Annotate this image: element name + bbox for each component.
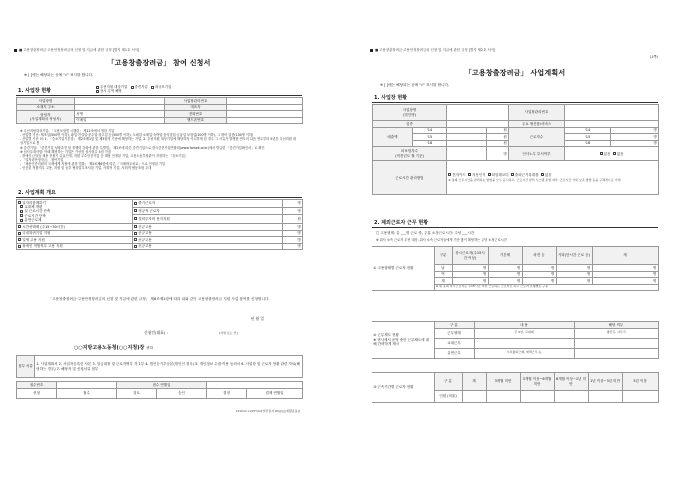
attachments-list: 1. 사업계획서 2. 사업자등록증 사본 3. 임금대장 및 근로자명부 각 1부 4. 법인등기부등본(법인인 경우) 5. 개인정보 수집·이용 동의서 6. 사업장 및 근로자 현황 관련 자료(해당하는 경우) 7. 해당자 및 신청서류 첨부 bbox=[35, 356, 303, 378]
note-line: - 「채용인증지원의 국세에게 지원에 관한 법률」 제3조제8항에 따른 「국세바우처로」으로 인정된 기업 bbox=[20, 162, 166, 167]
unit-cell: 원 bbox=[487, 127, 509, 134]
table-row bbox=[17, 200, 303, 208]
table-row bbox=[373, 161, 659, 195]
contact-name-field[interactable]: 성명 bbox=[75, 111, 165, 118]
table-row bbox=[372, 247, 658, 265]
column-header: 3개월 미만 bbox=[486, 373, 520, 391]
section-2-title: 2. 사업계획 개요 bbox=[18, 190, 56, 196]
note-line: ※ 중견기업: 「중견기업 성장촉진 및 경쟁력 강화에 관한 특별법」 제2조에 따른 중견기업으로 한국중견기업연합회(www.fomek.or.kr)에서 발급한 「중견기업확인서」로 확인 bbox=[20, 145, 265, 150]
label-cell: 사업장명 (법인명) bbox=[373, 105, 447, 121]
plan-item[interactable]: 중기근로자 bbox=[133, 200, 283, 208]
label-cell: 근로자수 bbox=[509, 127, 565, 147]
unit-cell: 명 bbox=[592, 265, 658, 272]
plan-option[interactable]: 일생 고용 지원 bbox=[17, 237, 133, 244]
application-form-page bbox=[14, 45, 304, 475]
column-header: 파견 등 bbox=[522, 247, 556, 265]
unit-cell: 명 bbox=[488, 278, 522, 285]
unit-cell: 명 bbox=[283, 237, 303, 244]
label-cell: 사업장관리번호 bbox=[509, 105, 565, 121]
unit-cell: 명 bbox=[488, 271, 522, 278]
unit-cell: 명 bbox=[452, 278, 488, 285]
label-cell: 사업장명 bbox=[17, 98, 75, 105]
row-key: 근무형태 bbox=[434, 328, 474, 338]
page-number: (1쪽) bbox=[649, 55, 658, 59]
step-cell: 접수 bbox=[57, 388, 117, 398]
note-line: ※ 우선지원대상기업: 「고용보험법 시행령」 제12조에서 정한 기업 bbox=[20, 129, 115, 133]
type-option[interactable]: 우선지원 대상기업 bbox=[96, 85, 127, 89]
label-cell: 핸드폰번호 bbox=[165, 117, 227, 124]
unit-cell: 명 bbox=[283, 224, 303, 231]
unit-cell: 명 bbox=[611, 134, 659, 141]
unit-cell: 명 bbox=[283, 230, 303, 237]
label-cell: 담당자 (사업계획서 작성자) bbox=[17, 111, 75, 124]
value-field[interactable] bbox=[462, 391, 486, 403]
hours-note: ※ 실제 근무시간을 관리하는 방법을 모두 표시하고, 근로시간 관리 시스템 운영 여부, 근로시간 기록 보존 방법 등을 구체적으로 기재 bbox=[448, 178, 621, 183]
hr-dept-options[interactable]: 있음 없음 bbox=[565, 147, 659, 161]
unit-cell: 명 bbox=[522, 265, 556, 272]
attachments-table bbox=[16, 355, 303, 378]
table-row bbox=[17, 243, 303, 250]
application-date: 년 월 일 bbox=[250, 316, 264, 321]
workplace-name-field[interactable] bbox=[447, 105, 509, 121]
plan-item[interactable]: 신규고용 bbox=[133, 237, 283, 244]
label-cell: 사업장관리번호 bbox=[165, 98, 227, 105]
column-header: 해당 직무 bbox=[574, 322, 658, 329]
section-1-title: 1. 사업장 현황 bbox=[374, 95, 408, 101]
insured-field[interactable] bbox=[447, 147, 487, 161]
duty-field[interactable]: 생산직, 사무직 bbox=[574, 328, 658, 338]
employment-summary: □ 고용형태: 총 ___명 근로 중, 주휴 소정근로시간: 주당 ___시간 bbox=[376, 231, 475, 235]
content-field[interactable] bbox=[474, 338, 574, 348]
plan-option[interactable]: 장애인 적합직무 고용 지원 bbox=[17, 243, 133, 250]
section-1-notes bbox=[20, 129, 298, 171]
unit-cell: 명 bbox=[283, 200, 303, 208]
form-title: 「고용창출장려금」 사업계획서 bbox=[464, 69, 566, 77]
label-cell: 근로시간 관리방법 bbox=[373, 161, 447, 195]
table-row bbox=[372, 373, 658, 391]
note-line: - 산업별 기준 외: 1. 「중소기업기본법」 제2조제1항 및 제3항의 기준에 해당하는 기업, 2. 우선지원 대상기업에 해당하지 아니하게 된 경우 그 사유가 발생한 연도의 다음 연도부터 5년간 우선지원 대상기업으로 봄 bbox=[20, 137, 296, 146]
table-row bbox=[17, 356, 303, 378]
step-cell: 결정 bbox=[207, 388, 247, 398]
type-option[interactable]: 대규모기업 bbox=[151, 85, 171, 89]
company-type-options bbox=[96, 85, 171, 94]
employment-type-table bbox=[372, 246, 659, 291]
table-row bbox=[373, 147, 659, 161]
application-statement: 「고용창출장려금·고용안정장려금의 신청 및 지급에 관한 규정」 제6조제1항에 따라 위와 같이 고용창출장려금 지원 사업 참여를 신청합니다. bbox=[48, 297, 270, 301]
unit-cell: 명 bbox=[452, 271, 488, 278]
plan-item[interactable]: 설비투자비 용지지원 bbox=[133, 215, 283, 224]
unit-cell: 명 bbox=[592, 278, 658, 285]
unit-cell: 명 bbox=[522, 271, 556, 278]
applicant-line: 신청인(대표) : (서명 또는 인) bbox=[144, 330, 238, 335]
section-2-title: 2. 제외근로자 근무 현황 bbox=[374, 220, 429, 226]
value-field[interactable] bbox=[622, 391, 658, 403]
column-header: 구분 bbox=[434, 247, 452, 265]
year-cell: '15 bbox=[565, 134, 611, 141]
duty-field[interactable] bbox=[574, 338, 658, 348]
tenure-table bbox=[372, 372, 659, 403]
unit-cell: 원 bbox=[283, 215, 303, 224]
plan-option[interactable]: 일자리함께하기 교대제 개편 실 근로시간 단축 근로시간 단축 유연근로제 bbox=[17, 200, 133, 224]
section-1-rule bbox=[372, 102, 658, 103]
content-field[interactable]: 시차출퇴근제, 재택근무 등 bbox=[474, 348, 574, 358]
label-cell: 피보험자수 (직전년도 월 기준) bbox=[373, 147, 447, 161]
column-header: 계 bbox=[462, 373, 486, 391]
business-plan-page bbox=[370, 45, 660, 475]
label-cell: 매출액 bbox=[373, 127, 413, 147]
receipt-table bbox=[16, 381, 303, 399]
label-cell: 대표자 bbox=[165, 104, 227, 111]
section-1-title: 1. 사업장 현황 bbox=[18, 88, 52, 94]
content-field[interactable]: 주 5일, 교대제 bbox=[474, 328, 574, 338]
year-cell: '16 bbox=[565, 140, 611, 147]
note-line: ※ 심사우대사항: 아래 해당하는 기업은 가산점 심사점수 5점 가점 bbox=[20, 149, 111, 154]
block-label: ① 고용형태별 근로자 현황 bbox=[372, 247, 434, 291]
column-header: 계 bbox=[592, 247, 658, 265]
unit-cell: 명 bbox=[522, 278, 556, 285]
table-note: ※ 위 표의 상시근로자는 주15시간 이상 근로하는 근로자로 하고 근로자 유형별로 구분 bbox=[434, 284, 658, 290]
section-2-rule bbox=[16, 197, 302, 198]
table-row bbox=[17, 388, 303, 398]
column-header: 3개월 이상~6개월 미만 bbox=[520, 373, 554, 391]
block-label: ③ 근속기간별 근로자 현황 bbox=[372, 373, 434, 403]
value-field[interactable] bbox=[520, 391, 554, 403]
unit-cell: 명 bbox=[556, 271, 592, 278]
plan-option[interactable]: 시간선택제 (주15~30시간) bbox=[17, 224, 133, 231]
form-title: 「고용창출장려금」 참여 신청서 bbox=[107, 59, 211, 67]
paper-spec: 210mm×297mm[일반용지 60g/㎡(재활용품)] bbox=[235, 409, 300, 413]
label-cell: 소재지 주소 bbox=[17, 104, 75, 111]
checkbox-notice: ※ [ ]에는 해당되는 곳에 "√" 표시를 합니다. bbox=[380, 83, 450, 87]
work-system-table bbox=[372, 321, 659, 359]
row-key: 여 bbox=[434, 271, 452, 278]
note-line: - 장애인 (인턴) 채용 전원기 유효인정, 지원 우수인증기업 등 해당 인정된 기업, 고용노동부장관이 지정하는 「강소기업」 bbox=[20, 153, 188, 158]
column-header: 구 분 bbox=[434, 373, 462, 391]
type-option[interactable]: 상시 무역 해당 bbox=[96, 89, 122, 93]
plan-summary-table bbox=[16, 199, 303, 250]
unit-cell: 명 bbox=[488, 265, 522, 272]
workplace-info-table bbox=[16, 97, 303, 124]
unit-cell: 명 bbox=[611, 127, 659, 134]
checkbox-notice: ※ [ ]에는 해당되는 곳에 "√" 표시를 합니다. bbox=[24, 73, 94, 77]
unit-cell: 원 bbox=[487, 134, 509, 141]
row-key: 계 bbox=[434, 278, 452, 285]
note-line: - 산업별 기준: 제조업(500명 이하), 광업·건설업·운수업·창고업 등(300명 이하), 도매업·소매업·숙박업·음식점업·금융업 보험업(200명 이하), 그 밖의 업종(100명 이하) bbox=[20, 133, 254, 138]
plan-item[interactable]: 신규고용 bbox=[133, 243, 283, 250]
label-cell: 주요 생산품/서비스 bbox=[509, 121, 565, 128]
unit-cell: 명 bbox=[283, 243, 303, 250]
step-cell: 신청 bbox=[17, 388, 57, 398]
note-line: - 「일자리안정자금」 참여기업 bbox=[20, 158, 64, 163]
column-header: 기타(단시간 근로 등) bbox=[556, 247, 592, 265]
value-field[interactable] bbox=[554, 391, 588, 403]
label-cell: 인사노무 부서여부 bbox=[509, 147, 565, 161]
unit-cell: 명 bbox=[556, 265, 592, 272]
unit-cell: 명 bbox=[283, 207, 303, 215]
row-key: 유연근무 bbox=[434, 348, 474, 358]
plan-item[interactable]: 신규고용 bbox=[133, 224, 283, 231]
step-cell: 승인 bbox=[157, 388, 207, 398]
unit-cell: 명 bbox=[611, 140, 659, 147]
value-field[interactable] bbox=[588, 391, 622, 403]
hours-method-options[interactable]: 전자카드 지문인식 타임레코더 출퇴근기록대장 없음 ※ 실제 근무시간을 관리하는 방법을 모두 표시하고, 근로시간 관리 시스템 운영 여부, 근로시간 기록 보존 방법 등을 구체적으로 기재 bbox=[447, 161, 659, 195]
year-cell: '15 bbox=[413, 134, 447, 141]
workplace-info-table bbox=[372, 104, 659, 195]
label-cell: 첨부 서류 bbox=[17, 356, 35, 378]
year-cell: '16 bbox=[413, 140, 447, 147]
block-label: ② 근무제도 현황 ※ 귀사에서 운영 중인 근무제도에 대해 간략하게 제시 bbox=[372, 322, 434, 359]
year-cell: '14 bbox=[413, 127, 447, 134]
year-cell: '14 bbox=[565, 127, 611, 134]
form-header: ■ 고용창출장려금·고용안정장려금의 신청 및 지급에 관한 규정 [별지 제1호 서식] bbox=[14, 48, 139, 52]
mobile-field[interactable] bbox=[227, 117, 303, 124]
plan-item[interactable]: 신규고용 bbox=[133, 230, 283, 237]
label-cell: 접수번호 bbox=[17, 382, 57, 389]
row-key: 남 bbox=[434, 265, 452, 272]
unit-cell: 명 bbox=[487, 147, 509, 161]
note-line: - 인증된 적합직무 고용, 지원 및 공부 협력업무조사된 기업, 사회적 기업, 사회적 협동조합 우대 bbox=[20, 166, 152, 171]
column-header: 구 분 bbox=[434, 322, 474, 329]
label-cell: 전화번호 bbox=[165, 111, 227, 118]
column-header: 1년 이상~3년 미만 bbox=[588, 373, 622, 391]
type-option[interactable]: 중견기업 bbox=[131, 85, 148, 89]
employment-note: ※ 위사 소속 근로자 우선 대상, 위사 소속 근로자들에게 기준 많이 해당하는 주당 소정근로시간 bbox=[376, 238, 507, 242]
row-key: 인원 (비율) bbox=[434, 391, 462, 403]
column-header: 6개월 이상~1년 미만 bbox=[554, 373, 588, 391]
unit-cell: 명 bbox=[592, 271, 658, 278]
column-header: 내 용 bbox=[474, 322, 574, 329]
form-header: ■ 고용창출장려금·고용안정장려금의 신청 및 지급에 관한 규정 [별지 제2호 서식] bbox=[370, 48, 495, 52]
column-header: 상시근로자(주15시간 이상) bbox=[452, 247, 488, 265]
email-field[interactable]: 이메일 bbox=[75, 117, 165, 124]
duty-field[interactable] bbox=[574, 348, 658, 358]
plan-option[interactable]: 국내복귀기업 지원 bbox=[17, 230, 133, 237]
column-header: 기간제 bbox=[488, 247, 522, 265]
unit-cell: 명 bbox=[452, 265, 488, 272]
label-cell: 업종 bbox=[373, 121, 447, 128]
column-header: 3년 이상 bbox=[622, 373, 658, 391]
step-cell: 검토 bbox=[117, 388, 157, 398]
row-key: 교대근무 bbox=[434, 338, 474, 348]
management-no-field[interactable] bbox=[565, 105, 659, 121]
plan-item[interactable]: 정규직 근로자 bbox=[133, 207, 283, 215]
table-row bbox=[373, 105, 659, 121]
unit-cell: 원 bbox=[487, 140, 509, 147]
section-2-rule bbox=[372, 227, 658, 228]
unit-cell: 명 bbox=[556, 278, 592, 285]
label-cell: 접수 연월일 bbox=[117, 382, 207, 389]
value-field[interactable] bbox=[486, 391, 520, 403]
addressee-office: ○○지방고용노동청(○○지청)장 귀하 bbox=[74, 345, 154, 351]
step-cell: 결재 연월일 bbox=[247, 388, 303, 398]
section-1-rule bbox=[16, 95, 302, 96]
